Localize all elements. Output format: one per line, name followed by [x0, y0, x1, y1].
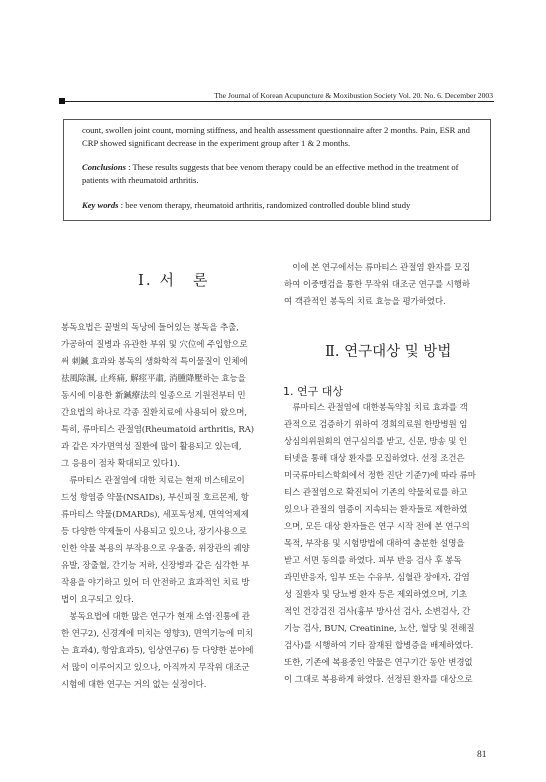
text-line: 미국류마티스학회에서 정한 진단 기준7)에 따라 류마: [284, 471, 476, 481]
text-line: 동시에 이용한 新鍼療法의 일종으로 기원전부터 민: [61, 391, 246, 401]
text-line: 등 다양한 약제들이 사용되고 있으나, 장기사용으로: [61, 527, 247, 537]
keywords-label: Key words: [82, 200, 119, 210]
text-line: 류마티스 약물(DMARDs), 세포독성제, 면역억제제: [61, 510, 249, 520]
keywords-text: : bee venom therapy, rheumatoid arthritis, randomized controlled double blind study: [118, 200, 411, 210]
text-line: 기능 검사, BUN, Creatinine, 뇨산, 혈당 및 전해질: [284, 624, 475, 634]
text-line: 써 刺鍼 효과와 봉독의 생화학적 특이물질이 인체에: [61, 357, 248, 367]
conclusions-label: Conclusions: [82, 162, 126, 172]
text-line: 는 효과4), 항암효과5), 임상연구6) 등 다양한 분야에: [61, 646, 254, 656]
text-line: 법이 요구되고 있다.: [61, 595, 134, 605]
abstract-keywords: [82, 199, 478, 212]
text-line: 류마티스 관절염에 대한 치료는 현재 비스테로이: [61, 476, 245, 486]
text-line: 성 질환자 및 당뇨병 환자 등은 제외하였으며, 기초: [284, 590, 468, 600]
header-marker: [59, 98, 65, 104]
text-line: 목적, 부작용 및 시험방법에 대하여 충분한 설명을: [284, 539, 465, 549]
text-line: 시험에 대한 연구는 거의 없는 실정이다.: [61, 680, 207, 690]
text-line: 관적으로 검증하기 위하여 경희의료원 한방병원 임: [284, 420, 468, 430]
text-line: 특히, 류마티스 관절염(Rheumatoid arthritis, RA): [61, 425, 254, 435]
conclusions-text: : These results suggests that bee venom therapy could be an effective method in the treatment of patients with rheumatoid arthritis.: [82, 162, 459, 185]
text-line: 이에 본 연구에서는 류마티스 관절염 환자를 모집: [284, 263, 471, 273]
text-line: 티스 관절염으로 확진되어 기존의 약물치료를 하고: [284, 488, 468, 498]
intro-heading: Ⅰ. 서 론: [138, 271, 210, 289]
text-line: 또한, 기존에 복용중인 약물은 연구기간 동안 변경없: [284, 658, 473, 668]
page-number: 81: [477, 750, 487, 760]
text-line: 인한 약물 복용의 부작용으로 우울증, 위장관의 궤양: [61, 544, 250, 554]
abstract-results: count, swollen joint count, morning stiffness, and health assessment questionnaire after 2 months. Pain, ESR and CRP showed significant decrease in the experiment group after 1 & 2 months.: [82, 125, 470, 148]
text-line: 한 연구2), 신경계에 미치는 영향3), 면역기능에 미치: [61, 629, 253, 639]
subsection-heading: 1. 연구 대상: [283, 385, 343, 398]
text-line: 하여 이중맹검을 통한 무작위 대조군 연구를 시행하: [284, 280, 470, 290]
journal-header: The Journal of Korean Acupuncture & Moxibustion Society Vol. 20. No. 6. December 2003: [214, 91, 493, 100]
text-line: 봉독요법은 꿀벌의 독낭에 들어있는 봉독을 추출,: [61, 323, 239, 333]
text-line: 과민반응자, 임부 또는 수유부, 심혈관 장애자, 감염: [284, 573, 470, 583]
method-heading: Ⅱ. 연구대상 및 방법: [325, 344, 452, 360]
right-column-intro: [284, 260, 494, 311]
text-line: 으며, 모든 대상 환자들은 연구 시작 전에 본 연구의: [284, 522, 470, 532]
right-column: [284, 400, 494, 689]
text-line: 받고 서면 동의를 하였다. 피부 반응 검사 후 봉독: [284, 556, 462, 566]
text-line: 여 객관적인 봉독의 치료 효능을 평가하였다.: [284, 297, 446, 307]
text-line: 이 그대로 복용하게 하였다. 선정된 환자를 대상으로: [284, 675, 473, 685]
text-line: 류마티스 관절염에 대한봉독약침 치료 효과를 객: [284, 403, 468, 413]
text-line: 간요법의 하나로 각종 질환치료에 사용되어 왔으며,: [61, 408, 247, 418]
text-line: 검사)를 시행하여 기타 잠재된 합병증을 배제하였다.: [284, 641, 474, 651]
abstract-conclusions: [82, 161, 478, 187]
text-line: 작용을 야기하고 있어 더 안전하고 효과적인 치료 방: [61, 578, 250, 588]
text-line: 드성 항염증 약물(NSAIDs), 부신피질 호르몬제, 항: [61, 493, 249, 503]
text-line: 과 같은 자가면역성 질환에 많이 활용되고 있는데,: [61, 442, 242, 452]
text-line: 그 응용이 점차 확대되고 있다1).: [61, 459, 180, 469]
text-line: 祛風除濕, 止疼痛, 解痙平肅, 消腫降壓하는 효능을: [61, 374, 246, 384]
left-column: [61, 320, 271, 694]
text-line: 적인 건강검진 검사(흉부 방사선 검사, 소변검사, 간: [284, 607, 471, 617]
text-line: 가공하여 질병과 유관한 부위 및 穴位에 주입함으로: [61, 340, 248, 350]
text-line: 상심의위원회의 연구심의를 받고, 신문, 방송 및 인: [284, 437, 468, 447]
text-line: 있으나 관절의 염증이 지속되는 환자들로 제한하였: [284, 505, 468, 515]
header-rule: [60, 101, 494, 102]
text-line: 서 많이 이루어지고 있으나, 아직까지 무작위 대조군: [61, 663, 250, 673]
text-line: 유발, 장출혈, 간기능 저하, 신장병과 같은 심각한 부: [61, 561, 250, 571]
text-line: 터넷을 통해 대상 환자를 모집하였다. 선정 조건은: [284, 454, 465, 464]
text-line: 봉독요법에 대한 많은 연구가 현재 소염·진통에 관: [61, 612, 250, 622]
